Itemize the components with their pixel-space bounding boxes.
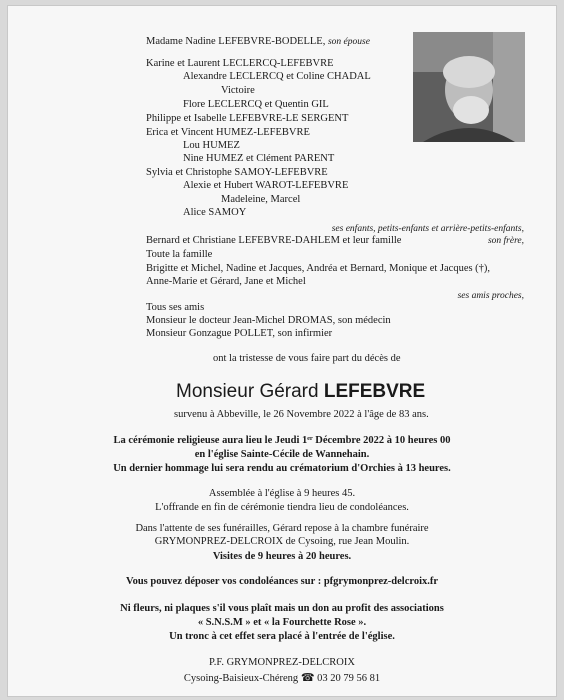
family-line: Alexie et Hubert WAROT-LEFEBVRE [183,180,349,191]
family-line: Brigitte et Michel, Nadine et Jacques, Andréa et Bernard, Monique et Jacques (†), [146,263,491,274]
family-line: Sylvia et Christophe SAMOY-LEFEBVRE [146,167,328,178]
friends-line: Monsieur le docteur Jean-Michel DROMAS, son médecin [146,315,391,326]
friends-line: Monsieur Gonzague POLLET, son infirmier [146,328,333,339]
assembly-line: Assemblée à l'église à 9 heures 45. [208,488,356,499]
ceremony-line: Un dernier hommage lui sera rendu au crématorium d'Orchies à 13 heures. [113,463,451,474]
brother-role: son frère, [487,236,524,246]
children-role: ses enfants, petits-enfants et arrière-petits-enfants, [331,224,524,234]
family-line: Anne-Marie et Gérard, Jane et Michel [146,276,306,287]
donations-line: Un tronc à cet effet sera placé à l'entrée de l'église. [169,631,395,642]
family-line: Karine et Laurent LECLERCQ-LEFEBVRE [146,58,334,69]
family-line: Erica et Vincent HUMEZ-LEFEBVRE [146,127,310,138]
family-line: Philippe et Isabelle LEFEBVRE-LE SERGENT [146,113,349,124]
deceased-name: Monsieur Gérard LEFEBVRE [176,381,426,402]
ceremony-line: en l'église Sainte-Cécile de Wannehain. [194,449,370,460]
death-line: survenu à Abbeville, le 26 Novembre 2022 à l'âge de 83 ans. [174,409,429,420]
friends-role: ses amis proches, [457,291,524,301]
spouse-line: Madame Nadine LEFEBVRE-BODELLE, son épouse [146,36,370,47]
family-line: Alice SAMOY [183,207,247,218]
family-line: Flore LECLERCQ et Quentin GIL [183,99,329,110]
visits-line: Visites de 9 heures à 20 heures. [212,551,352,562]
footer-company: P.F. GRYMONPREZ-DELCROIX [209,657,355,668]
donations-line: « S.N.S.M » et « la Fourchette Rose ». [197,617,367,628]
announcement: ont la tristesse de vous faire part du décès de [213,353,401,364]
telephone-icon: ☎ [300,672,315,684]
funeral-home-line: Dans l'attente de ses funérailles, Gérard repose à la chambre funéraire [135,523,429,534]
footer-contact: Cysoing-Baisieux-Chéreng ☎ 03 20 79 56 81 [183,672,381,684]
family-line: Victoire [221,85,255,96]
condolences-line: Vous pouvez déposer vos condoléances sur : pfgrymonprez-delcroix.fr [125,576,439,587]
family-line: Nine HUMEZ et Clément PARENT [183,153,335,164]
family-line: Lou HUMEZ [183,140,240,151]
family-line: Alexandre LECLERCQ et Coline CHADAL [183,71,371,82]
ceremony-line: La cérémonie religieuse aura lieu le Jeudi 1ᵉʳ Décembre 2022 à 10 heures 00 [113,435,451,446]
brother-line: Bernard et Christiane LEFEBVRE-DAHLEM et leur famille [146,235,402,246]
friends-line: Tous ses amis [146,302,205,313]
donations-line: Ni fleurs, ni plaques s'il vous plaît mais un don au profit des associations [120,603,444,614]
family-line: Madeleine, Marcel [221,194,301,205]
family-line: Toute la famille [146,249,213,260]
portrait-photo [413,32,525,142]
funeral-home-line: GRYMONPREZ-DELCROIX de Cysoing, rue Jean Moulin. [154,536,410,547]
assembly-line: L'offrande en fin de cérémonie tiendra lieu de condoléances. [155,502,409,513]
